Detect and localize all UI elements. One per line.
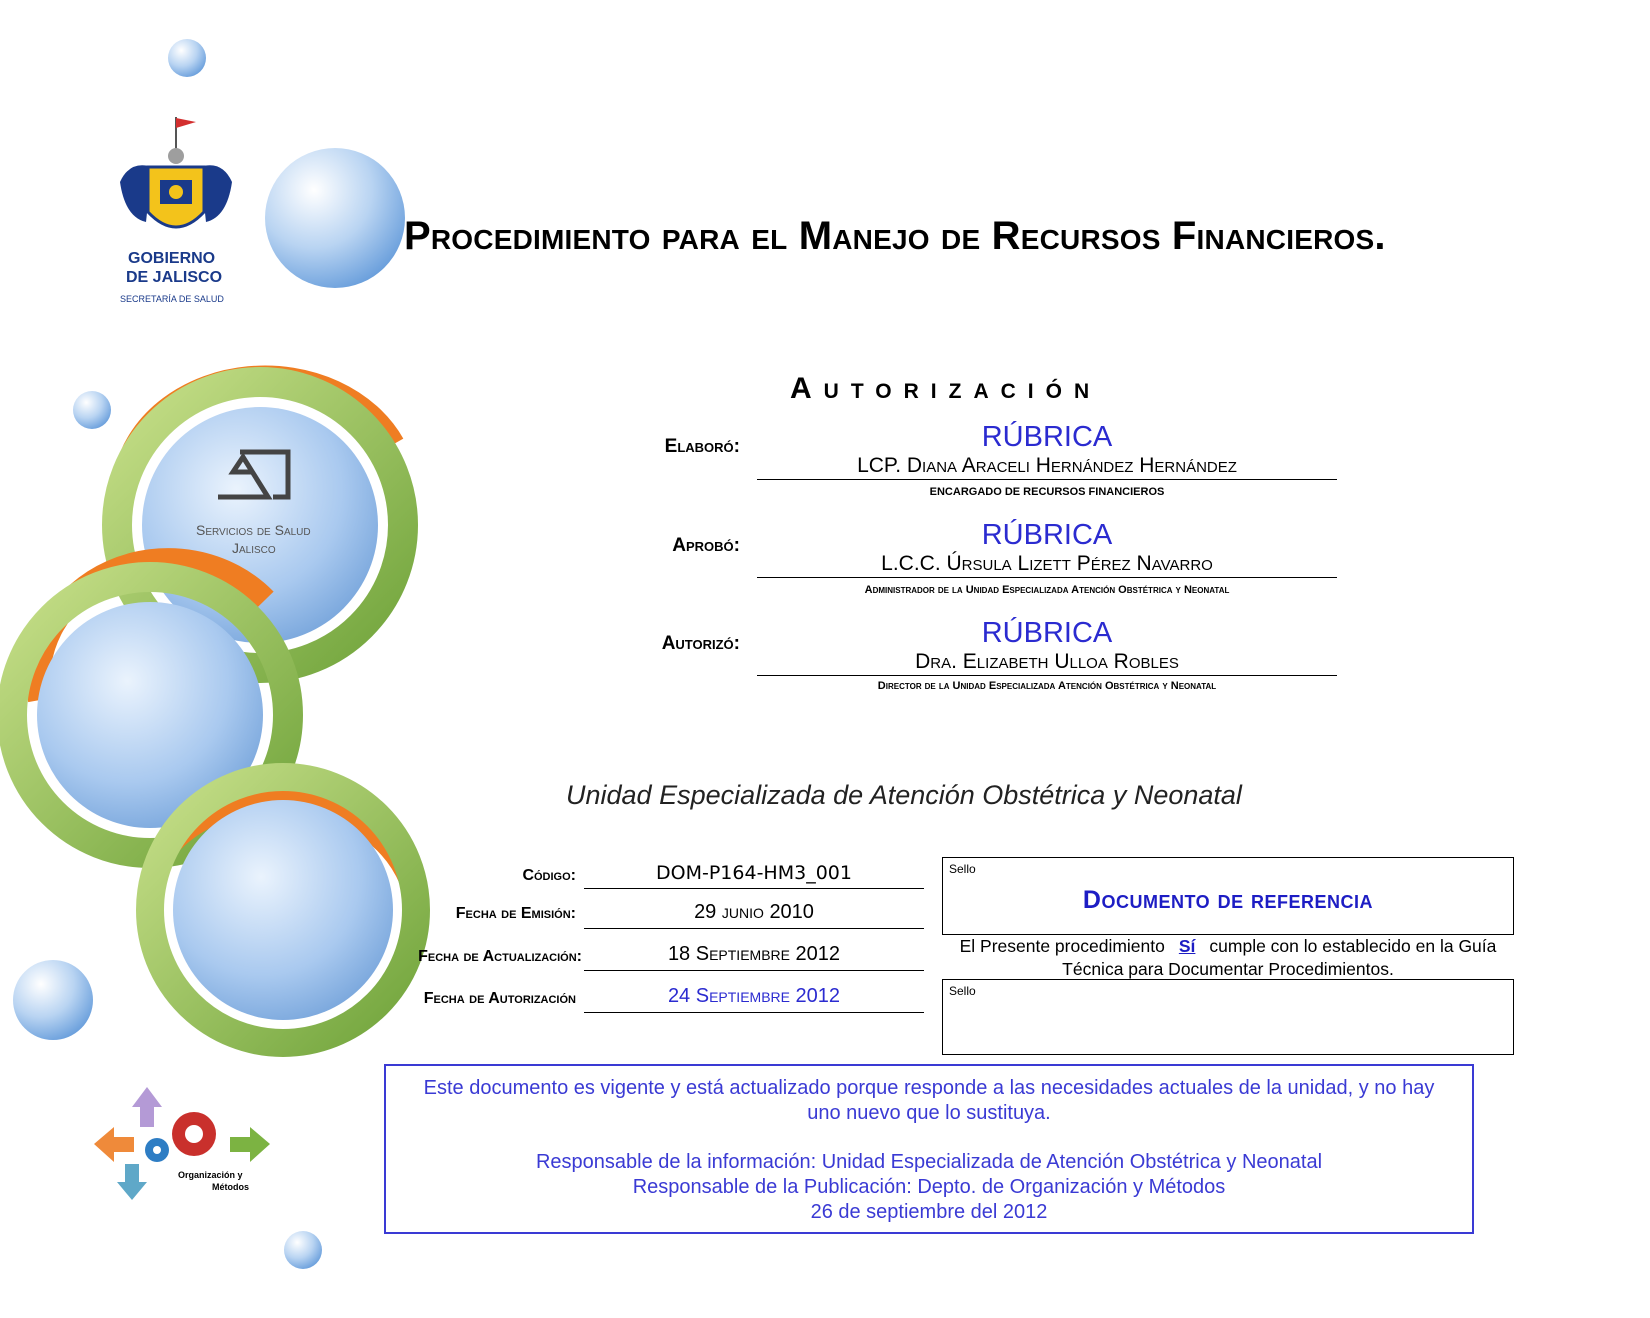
ssj-logo-line-1: Servicios de Salud <box>196 522 311 538</box>
om-logo-line-1: Organización y <box>178 1170 243 1180</box>
emision-label: Fecha de Emisión: <box>455 905 576 922</box>
signature-name: LCP. Diana Araceli Hernández Hernández <box>757 454 1337 480</box>
vigencia-text: Este documento es vigente y está actualizado porque responde a las necesidades actuales de la unidad, y no hay uno nuevo que lo sustituya. <box>423 1077 1435 1124</box>
present-before: El Presente procedimiento <box>959 936 1165 956</box>
responsable-informacion: Responsable de la información: Unidad Especializada de Atención Obstétrica y Neonatal <box>535 1151 1323 1173</box>
sello-label: Sello <box>949 984 976 998</box>
bubble-decoration <box>13 960 93 1040</box>
gobierno-jalisco-logo <box>110 112 240 312</box>
vigencia-box <box>384 1064 1474 1234</box>
blue-circle <box>173 800 393 1020</box>
organizacion-metodos-logo <box>92 1082 272 1202</box>
signature-block-aprobo <box>757 518 1337 598</box>
signature-role: Director de la Unidad Especializada Atención Obstétrica y Neonatal <box>877 680 1217 692</box>
autorizacion-label: Fecha de Autorización <box>423 990 576 1007</box>
logo-line-1: GOBIERNO <box>128 250 216 267</box>
unit-name: Unidad Especializada de Atención Obstétrica y Neonatal <box>566 780 1242 810</box>
emision-year: 2010 <box>769 901 814 923</box>
logo-line-2: DE JALISCO <box>126 269 223 286</box>
responsable-publicacion: Responsable de la Publicación: Depto. de Organización y Métodos <box>632 1176 1226 1198</box>
vigencia-date: 26 de septiembre del 2012 <box>810 1201 1048 1223</box>
signature-rubrica: RÚBRICA <box>981 421 1113 453</box>
ssj-logo-line-2: Jalisco <box>232 540 276 556</box>
emision-value <box>584 901 924 929</box>
logo-line-3: SECRETARÍA DE SALUD <box>120 294 224 304</box>
signature-label-autorizo: Autorizó: <box>661 633 740 654</box>
sello-box-bottom <box>942 979 1514 1055</box>
coat-of-arms-icon <box>110 112 240 247</box>
present-after: cumple con lo establecido en la Guía Técnica para Documentar Procedimientos. <box>1062 936 1497 979</box>
signature-label-aprobo: Aprobó: <box>672 535 740 556</box>
present-statement <box>942 935 1514 981</box>
signature-role: Administrador de la Unidad Especializada Atención Obstétrica y Neonatal <box>864 584 1230 596</box>
sello-label: Sello <box>949 862 976 876</box>
sello-box-top <box>942 857 1514 935</box>
codigo-value: DOM-P164-HM3_001 <box>584 862 924 889</box>
codigo-label: Código: <box>522 867 576 884</box>
bubble-decoration <box>73 391 111 429</box>
bubble-decoration <box>284 1231 322 1269</box>
documento-referencia: Documento de referencia <box>1082 886 1374 914</box>
page-title: Procedimiento para el Manejo de Recursos Financieros. <box>404 214 1386 258</box>
authorization-heading: Autorización <box>790 372 1102 405</box>
emision-day: 29 <box>694 901 717 923</box>
actualizacion-value: 18 Septiembre 2012 <box>584 943 924 971</box>
signature-rubrica: RÚBRICA <box>981 617 1113 649</box>
signature-role: ENCARGADO DE RECURSOS FINANCIEROS <box>929 486 1165 498</box>
signature-label-elaboro: Elaboró: <box>664 436 740 457</box>
signature-rubrica: RÚBRICA <box>981 519 1113 551</box>
signature-block-autorizo <box>757 616 1337 694</box>
present-si: Sí <box>1178 936 1196 956</box>
om-logo-line-2: Métodos <box>212 1182 249 1192</box>
autorizacion-value: 24 Septiembre 2012 <box>584 985 924 1013</box>
bubble-decoration <box>168 39 206 77</box>
actualizacion-label: Fecha de Actualización: <box>418 948 582 965</box>
signature-name: Dra. Elizabeth Ulloa Robles <box>757 650 1337 676</box>
emision-month: junio <box>721 901 764 923</box>
signature-block-elaboro <box>757 420 1337 500</box>
bubble-decoration <box>265 148 405 288</box>
signature-name: L.C.C. Úrsula Lizett Pérez Navarro <box>757 552 1337 578</box>
